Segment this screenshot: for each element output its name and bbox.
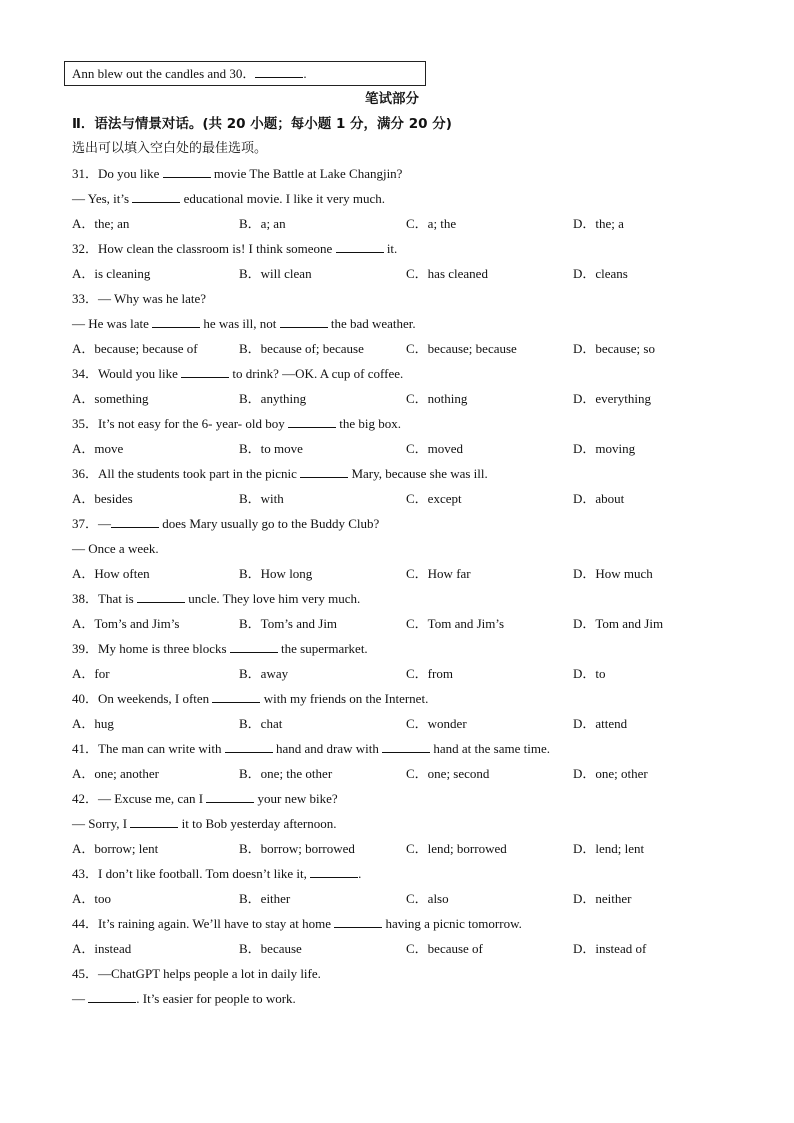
question-text: 33．— Why was he late? <box>72 291 207 306</box>
option-d: D．instead of <box>573 941 647 956</box>
option-b: B．a; an <box>239 216 286 231</box>
option-d: D．about <box>573 491 625 506</box>
question-text: 44．It’s raining again. We’ll have to stay at home <box>72 916 335 931</box>
question-text: 31．Do you like <box>72 166 163 181</box>
option-a: A．hug <box>72 716 114 731</box>
option-c: C．from <box>406 666 453 681</box>
answer-blank <box>111 526 159 528</box>
answer-blank <box>336 251 384 253</box>
question-stem <box>72 915 522 933</box>
option-d: D．attend <box>573 716 628 731</box>
answer-blank <box>181 376 229 378</box>
option-b: B．either <box>239 891 291 906</box>
answer-blank <box>225 751 273 753</box>
question-text: 35．It’s not easy for the 6- year- old boy <box>72 416 288 431</box>
part-heading: Ⅱ．语法与情景对话。(共 20 小题；每小题 1 分，满分 20 分) <box>72 116 452 132</box>
option-c: C．Tom and Jim’s <box>406 616 505 631</box>
option-c: C．lend; borrowed <box>406 841 507 856</box>
option-b: B．anything <box>239 391 307 406</box>
option-a: A．besides <box>72 491 133 506</box>
option-a: A．instead <box>72 941 132 956</box>
question-stem <box>72 590 360 608</box>
option-d: D．to <box>573 666 606 681</box>
question-line <box>72 990 296 1008</box>
question-line <box>72 540 159 558</box>
question-stem <box>72 690 428 708</box>
question-text: the big box. <box>336 416 401 431</box>
option-a: A．too <box>72 891 112 906</box>
question-stem <box>72 290 206 308</box>
option-d: D．How much <box>573 566 653 581</box>
option-d: D．because; so <box>573 341 655 356</box>
question-text: 43．I don’t like football. Tom doesn’t like it, <box>72 866 311 881</box>
question-stem <box>72 365 403 383</box>
question-text: 39．My home is three blocks <box>72 641 230 656</box>
question-text: . It’s easier for people to work. <box>136 991 296 1006</box>
question-text: . <box>358 866 362 881</box>
question-text: having a picnic tomorrow. <box>382 916 522 931</box>
question-text: — <box>72 991 89 1006</box>
question-text: 41．The man can write with <box>72 741 225 756</box>
question-stem <box>72 165 402 183</box>
option-b: B．How long <box>239 566 313 581</box>
carryover-question-text: Ann blew out the candles and 30． <box>72 66 256 81</box>
question-text: — Once a week. <box>72 541 159 556</box>
option-a: A．borrow; lent <box>72 841 159 856</box>
option-d: D．moving <box>573 441 636 456</box>
option-a: A．one; another <box>72 766 160 781</box>
carryover-question-box <box>64 61 426 86</box>
option-d: D．lend; lent <box>573 841 645 856</box>
option-d: D．one; other <box>573 766 648 781</box>
option-c: C．one; second <box>406 766 490 781</box>
question-text: hand at the same time. <box>430 741 550 756</box>
question-text: 40．On weekends, I often <box>72 691 213 706</box>
question-text: the bad weather. <box>327 316 416 331</box>
option-b: B．will clean <box>239 266 312 281</box>
question-text: does Mary usually go to the Buddy Club? <box>159 516 380 531</box>
option-a: A．is cleaning <box>72 266 151 281</box>
question-stem <box>72 465 488 483</box>
option-b: B．away <box>239 666 289 681</box>
answer-blank <box>334 926 382 928</box>
answer-blank <box>255 76 303 78</box>
question-stem <box>72 790 338 808</box>
question-stem <box>72 240 397 258</box>
question-text: 37．— <box>72 516 112 531</box>
question-text: it. <box>383 241 398 256</box>
answer-blank <box>230 651 278 653</box>
question-text: 45．—ChatGPT helps people a lot in daily life. <box>72 966 321 981</box>
option-b: B．with <box>239 491 284 506</box>
question-text: 42．— Excuse me, can I <box>72 791 207 806</box>
question-text: your new bike? <box>254 791 338 806</box>
answer-blank <box>137 601 185 603</box>
answer-blank <box>163 176 211 178</box>
option-c: C．nothing <box>406 391 468 406</box>
question-text: 32．How clean the classroom is! I think someone <box>72 241 336 256</box>
option-b: B．because of; because <box>239 341 364 356</box>
question-stem <box>72 415 401 433</box>
option-a: A．How often <box>72 566 150 581</box>
question-text: he was ill, not <box>200 316 280 331</box>
question-stem <box>72 740 550 758</box>
question-stem <box>72 515 379 533</box>
option-c: C．has cleaned <box>406 266 488 281</box>
question-text: with my friends on the Internet. <box>260 691 429 706</box>
question-text: — Sorry, I <box>72 816 131 831</box>
option-c: C．because of <box>406 941 483 956</box>
option-d: D．Tom and Jim <box>573 616 664 631</box>
question-line <box>72 315 416 333</box>
option-c: C．moved <box>406 441 464 456</box>
carryover-question-end: . <box>303 66 307 81</box>
option-b: B．borrow; borrowed <box>239 841 355 856</box>
answer-blank <box>280 326 328 328</box>
option-b: B．one; the other <box>239 766 333 781</box>
option-d: D．the; a <box>573 216 624 231</box>
question-stem <box>72 640 368 658</box>
option-b: B．Tom’s and Jim <box>239 616 338 631</box>
question-text: — He was late <box>72 316 153 331</box>
answer-blank <box>132 201 180 203</box>
option-c: C．a; the <box>406 216 457 231</box>
option-c: C．How far <box>406 566 471 581</box>
question-text: 36．All the students took part in the picnic <box>72 466 301 481</box>
option-b: B．to move <box>239 441 303 456</box>
option-a: A．something <box>72 391 149 406</box>
option-d: D．neither <box>573 891 632 906</box>
question-text: 38．That is <box>72 591 137 606</box>
answer-blank <box>206 801 254 803</box>
question-text: educational movie. I like it very much. <box>180 191 386 206</box>
option-d: D．cleans <box>573 266 628 281</box>
option-a: A．move <box>72 441 124 456</box>
question-stem <box>72 865 361 883</box>
answer-blank <box>88 1001 136 1003</box>
option-c: C．also <box>406 891 449 906</box>
question-text: hand and draw with <box>272 741 383 756</box>
answer-blank <box>382 751 430 753</box>
question-text: movie The Battle at Lake Changjin? <box>210 166 403 181</box>
question-text: the supermarket. <box>277 641 368 656</box>
answer-blank <box>212 701 260 703</box>
option-b: B．because <box>239 941 302 956</box>
question-text: uncle. They love him very much. <box>185 591 361 606</box>
option-a: A．the; an <box>72 216 130 231</box>
option-b: B．chat <box>239 716 283 731</box>
option-c: C．because; because <box>406 341 517 356</box>
question-text: — Yes, it’s <box>72 191 133 206</box>
option-a: A．for <box>72 666 110 681</box>
answer-blank <box>152 326 200 328</box>
question-text: Mary, because she was ill. <box>348 466 488 481</box>
question-text: it to Bob yesterday afternoon. <box>178 816 337 831</box>
question-line <box>72 815 337 833</box>
option-a: A．Tom’s and Jim’s <box>72 616 180 631</box>
question-text: to drink? —OK. A cup of coffee. <box>229 366 404 381</box>
question-text: 34．Would you like <box>72 366 182 381</box>
answer-blank <box>130 826 178 828</box>
option-d: D．everything <box>573 391 651 406</box>
option-c: C．wonder <box>406 716 467 731</box>
option-a: A．because; because of <box>72 341 198 356</box>
instruction-text: 选出可以填入空白处的最佳选项。 <box>72 141 268 156</box>
answer-blank <box>310 876 358 878</box>
question-line <box>72 190 385 208</box>
question-stem <box>72 965 321 983</box>
option-c: C．except <box>406 491 462 506</box>
section-title: 笔试部分 <box>365 91 419 107</box>
answer-blank <box>288 426 336 428</box>
answer-blank <box>300 476 348 478</box>
